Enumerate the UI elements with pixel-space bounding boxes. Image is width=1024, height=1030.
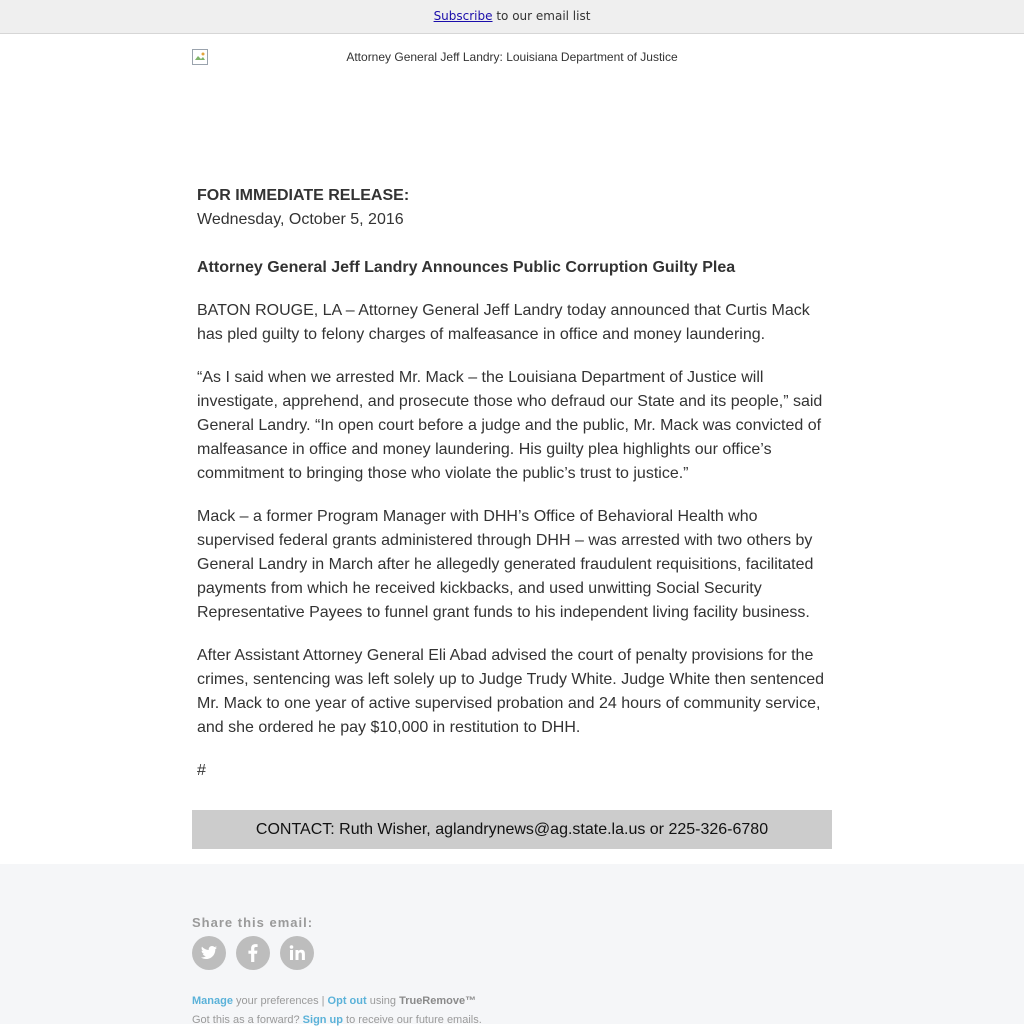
forward-text: Got this as a forward?	[192, 1014, 303, 1026]
press-release-body	[197, 184, 827, 783]
paragraph: Mack – a former Program Manager with DHH’s Office of Behavioral Health who supervised federal grants administered through DHH – was arrested with two others by General Landry in March after he allegedly generated fraudulent requisitions, facilitated payments from which he received kickbacks, and used unwitting Social Security Representative Payees to funnel grant funds to his independent living facility business.	[197, 508, 814, 621]
facebook-icon[interactable]	[236, 936, 270, 970]
logo-image	[192, 49, 832, 69]
contact-text: CONTACT: Ruth Wisher, aglandrynews@ag.state.la.us or 225-326-6780	[255, 821, 769, 838]
broken-image-icon	[192, 49, 208, 65]
twitter-icon[interactable]	[192, 936, 226, 970]
release-date: Wednesday, October 5, 2016	[197, 211, 404, 228]
logo-alt-text: Attorney General Jeff Landry: Louisiana Department of Justice	[346, 50, 678, 64]
signup-text: to receive our future emails.	[343, 1014, 482, 1026]
optout-link[interactable]: Opt out	[327, 995, 367, 1007]
subscribe-link[interactable]: Subscribe	[433, 9, 493, 23]
paragraph: “As I said when we arrested Mr. Mack – the Louisiana Department of Justice will investigate, apprehend, and prosecute those who defraud our State and its people,” said General Landry. “In open court before a judge and the public, Mr. Mack was convicted of malfeasance in office and money laundering. His guilty plea highlights our office’s commitment to bringing those who violate the public’s trust to justice.”	[197, 369, 823, 482]
footer-links	[192, 992, 482, 1030]
forward-line	[192, 1011, 482, 1030]
share-label: Share this email:	[192, 915, 314, 930]
paragraph: After Assistant Attorney General Eli Abad advised the court of penalty provisions for the crimes, sentencing was left solely up to Judge Trudy White. Judge White then sentenced Mr. Mack to one year of active supervised probation and 24 hours of community service, and she ordered he pay $10,000 in restitution to DHH.	[197, 647, 824, 736]
manage-text: your preferences |	[232, 995, 328, 1007]
linkedin-icon[interactable]	[280, 936, 314, 970]
email-footer	[0, 864, 1024, 1024]
end-mark: #	[197, 762, 206, 779]
subscribe-bar	[0, 0, 1024, 34]
release-headline: Attorney General Jeff Landry Announces Public Corruption Guilty Plea	[197, 259, 736, 276]
release-label: FOR IMMEDIATE RELEASE:	[197, 187, 410, 204]
signup-link[interactable]: Sign up	[302, 1014, 343, 1026]
manage-link[interactable]: Manage	[192, 995, 233, 1007]
contact-box	[192, 810, 832, 849]
trueremove-brand: TrueRemove™	[399, 995, 477, 1007]
paragraph: BATON ROUGE, LA – Attorney General Jeff Landry today announced that Curtis Mack has pled guilty to felony charges of malfeasance in office and money laundering.	[197, 302, 810, 343]
optout-text: using	[366, 995, 400, 1007]
preferences-line	[192, 992, 482, 1011]
subscribe-text: to our email list	[492, 9, 591, 23]
